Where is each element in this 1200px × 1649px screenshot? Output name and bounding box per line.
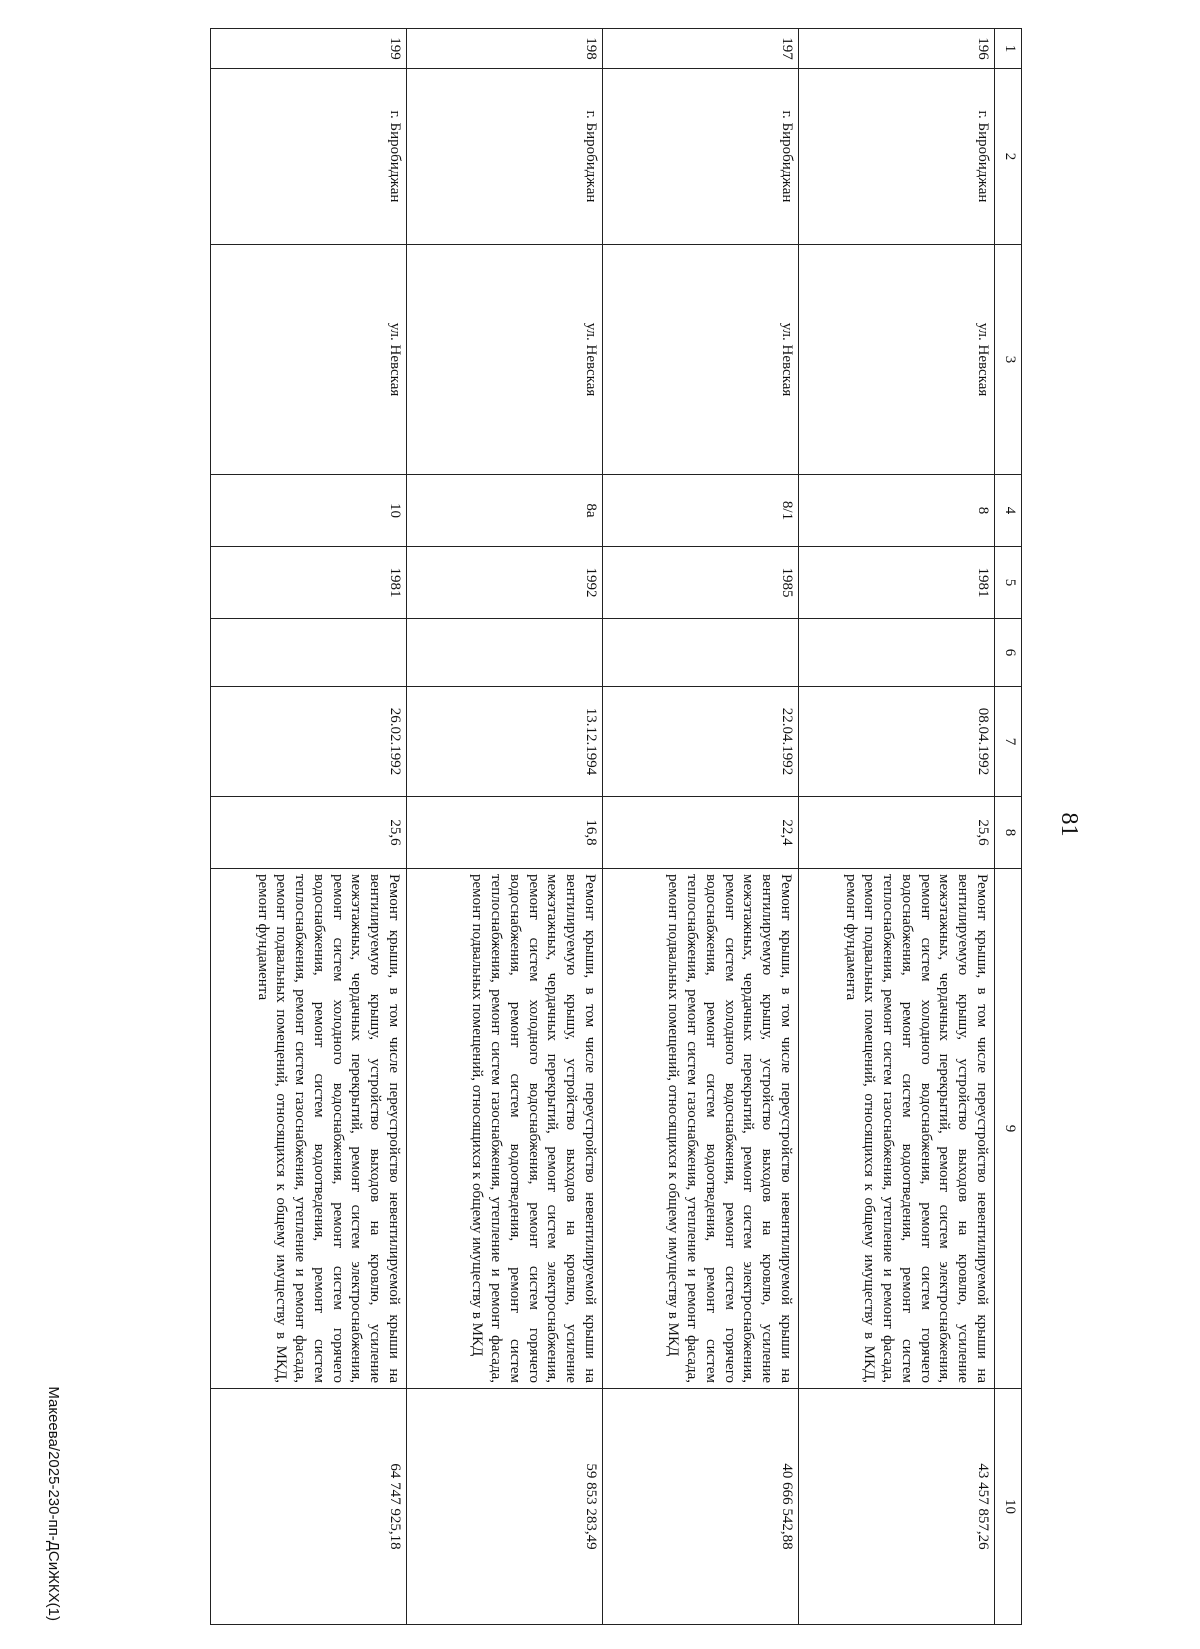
header-cell: 10	[995, 1389, 1022, 1625]
document-footer-reference: Макеева/2025-230-пп-ДСиЖКХ(1)	[45, 1386, 62, 1621]
street-cell: ул. Невская	[407, 245, 603, 475]
header-cell: 7	[995, 687, 1022, 797]
col6-cell	[603, 619, 799, 687]
city-cell: г. Биробиджан	[407, 69, 603, 245]
table-row	[799, 29, 995, 1625]
header-cell: 9	[995, 869, 1022, 1389]
year-cell: 1981	[211, 547, 407, 619]
header-cell: 3	[995, 245, 1022, 475]
header-cell: 2	[995, 69, 1022, 245]
house-cell: 8	[799, 475, 995, 547]
table-row	[211, 29, 407, 1625]
work-description-cell: Ремонт крыши, в том числе переустройство невентилируемой крыши на вентилируемую крышу, устройство выходов на кровлю, усиление межэтажных, чердачных перекрытий, ремонт систем электроснабжения, ремонт систем холодного водоснабжения, ремонт систем горячего водоснабжения, ремонт систем водоотведения, ремонт систем теплоснабжения, ремонт систем газоснабжения, утепление и ремонт фасада, ремонт подвальных помещений, относящихся к общему имуществу в МКД, ремонт фундамента	[799, 869, 995, 1389]
city-cell: г. Биробиджан	[211, 69, 407, 245]
page-number: 81	[1056, 812, 1082, 837]
house-cell: 8/1	[603, 475, 799, 547]
cost-cell: 43 457 857,26	[799, 1389, 995, 1625]
repair-program-table	[210, 28, 1022, 1625]
col8-cell: 25,6	[799, 797, 995, 869]
date-cell: 26.02.1992	[211, 687, 407, 797]
col8-cell: 25,6	[211, 797, 407, 869]
year-cell: 1981	[799, 547, 995, 619]
cost-cell: 59 853 283,49	[407, 1389, 603, 1625]
header-cell: 1	[995, 29, 1022, 69]
house-cell: 8а	[407, 475, 603, 547]
city-cell: г. Биробиджан	[603, 69, 799, 245]
header-cell: 4	[995, 475, 1022, 547]
date-cell: 22.04.1992	[603, 687, 799, 797]
table-row	[407, 29, 603, 1625]
row-number: 198	[407, 29, 603, 69]
house-cell: 10	[211, 475, 407, 547]
header-cell: 5	[995, 547, 1022, 619]
header-cell: 8	[995, 797, 1022, 869]
row-number: 199	[211, 29, 407, 69]
col6-cell	[799, 619, 995, 687]
work-description-cell: Ремонт крыши, в том числе переустройство невентилируемой крыши на вентилируемую крышу, устройство выходов на кровлю, усиление межэтажных, чердачных перекрытий, ремонт систем электроснабжения, ремонт систем холодного водоснабжения, ремонт систем горячего водоснабжения, ремонт систем водоотведения, ремонт систем теплоснабжения, ремонт систем газоснабжения, утепление и ремонт фасада, ремонт подвальных помещений, относящихся к общему имуществу в МКД	[603, 869, 799, 1389]
cost-cell: 40 666 542,88	[603, 1389, 799, 1625]
year-cell: 1992	[407, 547, 603, 619]
row-number: 197	[603, 29, 799, 69]
street-cell: ул. Невская	[603, 245, 799, 475]
header-row	[995, 29, 1022, 1625]
cost-cell: 64 747 925,18	[211, 1389, 407, 1625]
table-row	[603, 29, 799, 1625]
street-cell: ул. Невская	[211, 245, 407, 475]
date-cell: 08.04.1992	[799, 687, 995, 797]
date-cell: 13.12.1994	[407, 687, 603, 797]
year-cell: 1985	[603, 547, 799, 619]
col6-cell	[407, 619, 603, 687]
work-description-cell: Ремонт крыши, в том числе переустройство невентилируемой крыши на вентилируемую крышу, устройство выходов на кровлю, усиление межэтажных, чердачных перекрытий, ремонт систем электроснабжения, ремонт систем холодного водоснабжения, ремонт систем горячего водоснабжения, ремонт систем водоотведения, ремонт систем теплоснабжения, ремонт систем газоснабжения, утепление и ремонт фасада, ремонт подвальных помещений, относящихся к общему имуществу в МКД	[407, 869, 603, 1389]
header-cell: 6	[995, 619, 1022, 687]
city-cell: г. Биробиджан	[799, 69, 995, 245]
col6-cell	[211, 619, 407, 687]
col8-cell: 16,8	[407, 797, 603, 869]
street-cell: ул. Невская	[799, 245, 995, 475]
row-number: 196	[799, 29, 995, 69]
col8-cell: 22,4	[603, 797, 799, 869]
work-description-cell: Ремонт крыши, в том числе переустройство невентилируемой крыши на вентилируемую крышу, устройство выходов на кровлю, усиление межэтажных, чердачных перекрытий, ремонт систем электроснабжения, ремонт систем холодного водоснабжения, ремонт систем горячего водоснабжения, ремонт систем водоотведения, ремонт систем теплоснабжения, ремонт систем газоснабжения, утепление и ремонт фасада, ремонт подвальных помещений, относящихся к общему имуществу в МКД, ремонт фундамента	[211, 869, 407, 1389]
